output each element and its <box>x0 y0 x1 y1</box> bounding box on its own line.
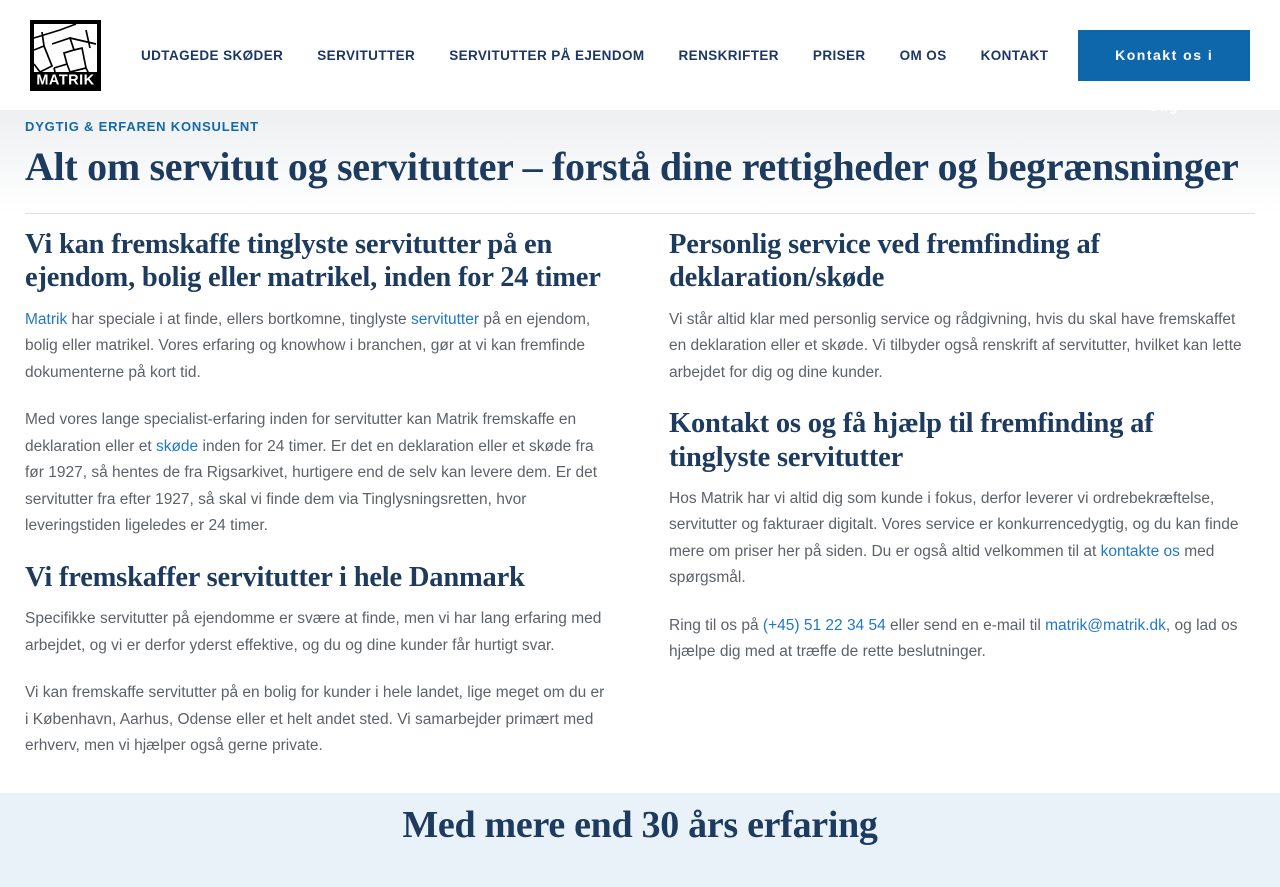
nav-item-udtagede-skoder[interactable]: UDTAGEDE SKØDER <box>141 47 284 63</box>
right-paragraph-3: Ring til os på (+45) 51 22 34 54 eller send en e-mail til matrik@matrik.dk, og lad os hjælpe dig med at træffe de rette beslutninger. <box>669 616 1238 661</box>
nav-item-servitutter-pa-ejendom[interactable]: SERVITUTTER PÅ EJENDOM <box>449 47 645 63</box>
inline-link[interactable]: kontakte os <box>1100 542 1180 560</box>
inline-link[interactable]: skøde <box>155 437 199 455</box>
contact-cta-button[interactable]: Kontakt os i dag <box>1078 30 1250 81</box>
site-header <box>0 0 1280 114</box>
inline-link[interactable]: servitutter <box>410 310 480 328</box>
main-nav <box>141 48 1048 63</box>
page-title: Alt om servitut og servitutter – forstå dine rettigheder og begrænsninger <box>25 144 1239 189</box>
right-column <box>669 218 1255 781</box>
nav-item-om-os[interactable]: OM OS <box>899 47 947 63</box>
left-paragraph-3: Specifikke servitutter på ejendomme er svære at finde, men vi har lang erfaring med arbejdet, og vi er derfor yderst effektive, og du og dine kunder får hurtigt svar. <box>25 610 602 654</box>
left-paragraph-2: Med vores lange specialist-erfaring inden for servitutter kan Matrik fremskaffe en deklaration eller et skøde inden for 24 timer. Er det en deklaration eller et skøde fra før 1927, så hentes de fra Rigsarkivet, hurtigere end de selv kan levere dem. Er det servitutter fra efter 1927, så skal vi finde dem via Tinglysningsretten, hvor leveringstiden ligeledes er 24 timer. <box>25 411 598 535</box>
experience-band-title: Med mere end 30 års erfaring <box>402 803 878 846</box>
hero-section <box>0 110 1280 213</box>
nav-item-renskrifter[interactable]: RENSKRIFTER <box>678 47 779 63</box>
left-heading-1: Vi kan fremskaffe tinglyste servitutter på en ejendom, bolig eller matrikel, inden for 24 timer <box>25 229 601 294</box>
left-paragraph-4: Vi kan fremskaffe servitutter på en bolig for kunder i hele landet, lige meget om du er i København, Aarhus, Odense eller et helt andet sted. Vi samarbejder primært med erhverv, men vi hjælper også gerne private. <box>25 684 605 755</box>
inline-link[interactable]: (+45) 51 22 34 54 <box>762 616 886 634</box>
right-paragraph-2: Hos Matrik har vi altid dig som kunde i fokus, derfor leverer vi ordrebekræftelse, servitutter og fakturaer digitalt. Vores service er konkurrencedygtig, og du kan finde mere om priser her på siden. Du er også altid velkommen til at kontakte os med spørgsmål. <box>669 489 1239 587</box>
nav-item-priser[interactable]: PRISER <box>812 47 866 63</box>
experience-band <box>0 793 1280 887</box>
left-paragraph-1: Matrik har speciale i at finde, ellers bortkomne, tinglyste servitutter på en ejendom, bolig eller matrikel. Vores erfaring og knowhow i branchen, gør at vi kan fremfinde dokumenterne på kort tid. <box>25 310 591 381</box>
inline-link[interactable]: Matrik <box>25 310 68 328</box>
right-heading-2: Kontakt os og få hjælp til fremfinding af tinglyste servitutter <box>669 408 1154 473</box>
nav-item-kontakt[interactable]: KONTAKT <box>980 47 1049 63</box>
logo-wordmark: MATRIK <box>36 72 95 88</box>
eyebrow-label: DYGTIG & ERFAREN KONSULENT <box>25 119 259 134</box>
left-column <box>25 218 611 781</box>
nav-item-servitutter[interactable]: SERVITUTTER <box>317 47 416 63</box>
right-heading-1: Personlig service ved fremfinding af deklaration/skøde <box>669 229 1100 294</box>
matrik-logo[interactable] <box>30 20 101 91</box>
content-columns <box>25 213 1255 781</box>
inline-link[interactable]: matrik@matrik.dk <box>1045 616 1166 634</box>
left-heading-2: Vi fremskaffer servitutter i hele Danmark <box>25 561 525 593</box>
right-paragraph-1: Vi står altid klar med personlig service og rådgivning, hvis du skal have fremskaffet en deklaration eller et skøde. Vi tilbyder også renskrift af servitutter, hvilket kan lette arbejdet for dig og dine kunder. <box>669 310 1242 381</box>
